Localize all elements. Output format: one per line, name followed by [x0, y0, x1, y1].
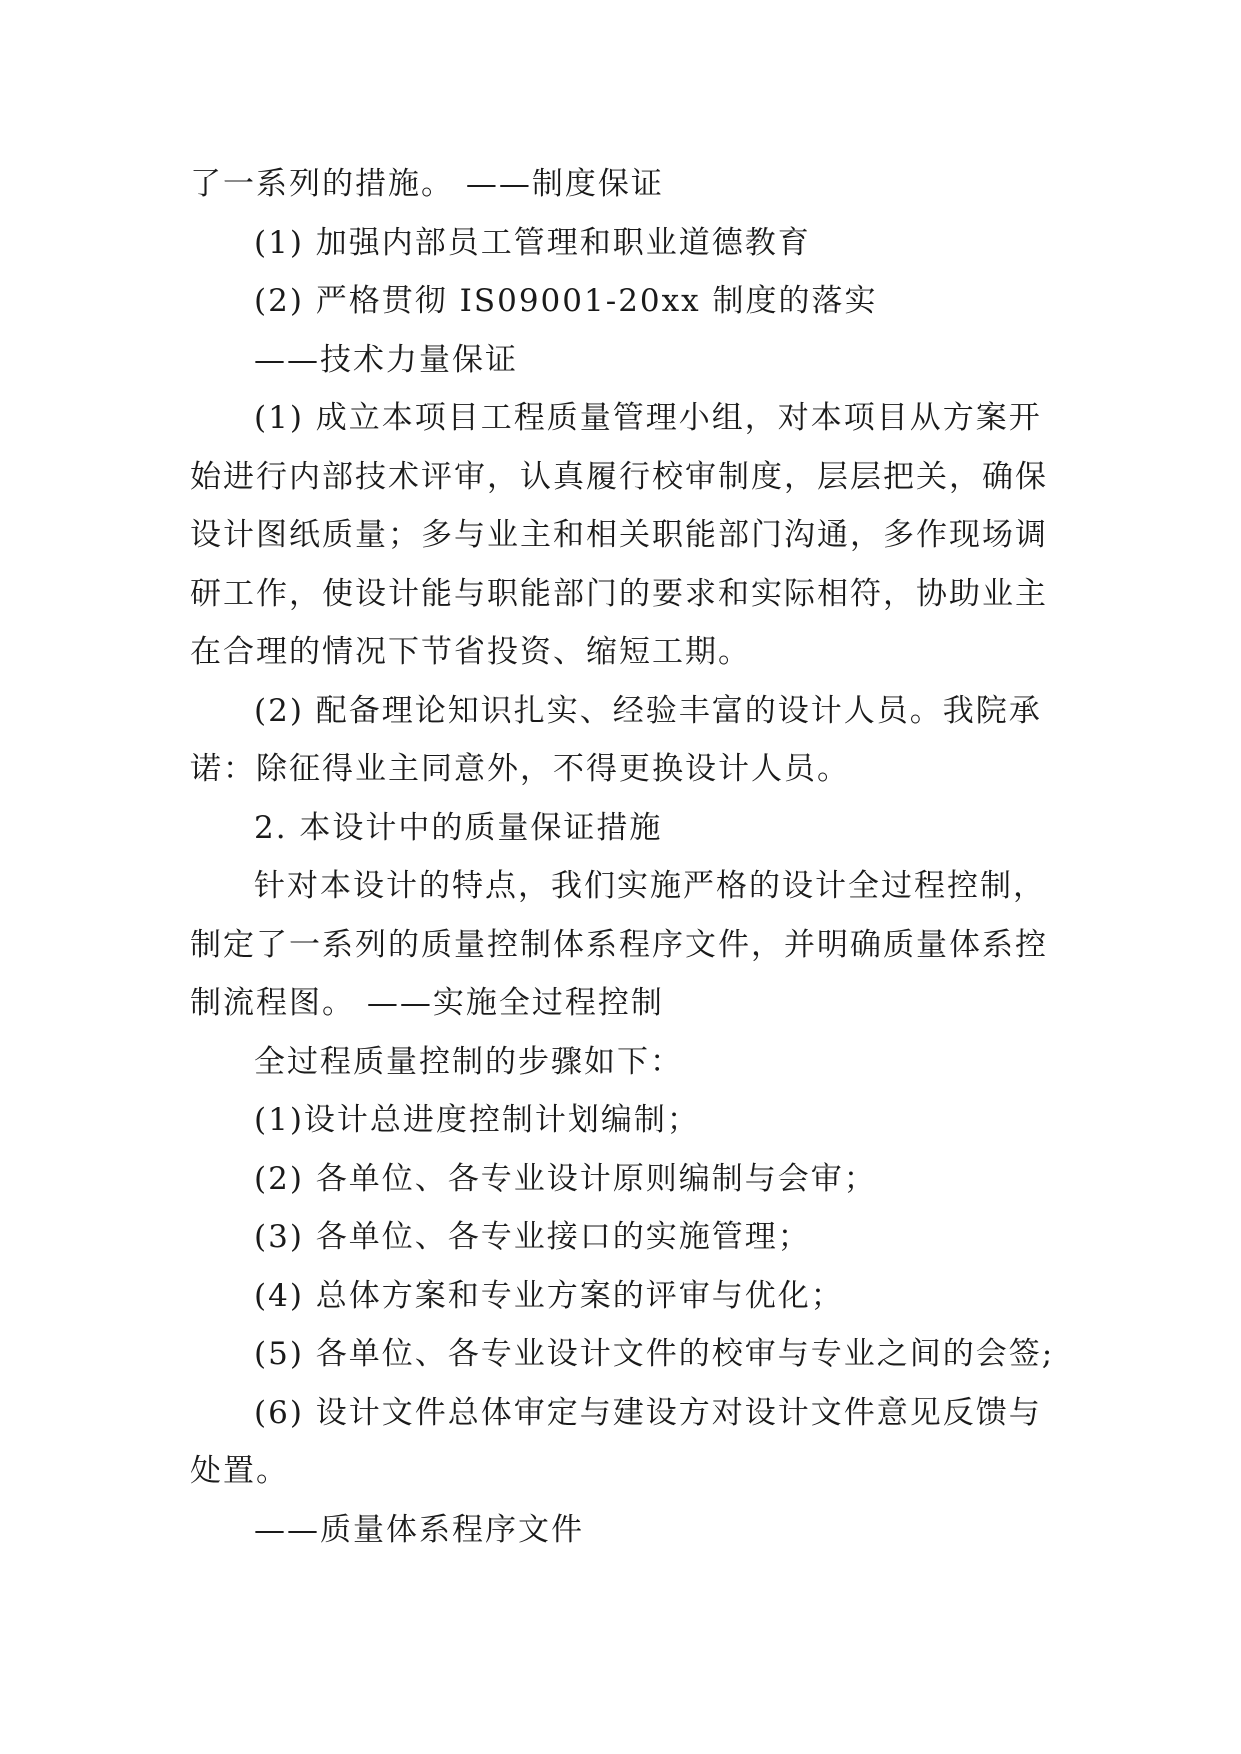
paragraph-item-iso-implementation: (2) 严格贯彻 IS09001-20xx 制度的落实	[254, 283, 878, 319]
paragraph-step-3: (3) 各单位、各专业接口的实施管理；	[254, 1219, 811, 1255]
paragraph-step-4: (4) 总体方案和专业方案的评审与优化；	[254, 1277, 844, 1314]
paragraph-item-designers: (2) 配备理论知识扎实、经验丰富的设计人员。我院承诺：除征得业主同意外，不得更换设计人员。	[190, 692, 1042, 787]
paragraph-item-staff-management: (1) 加强内部员工管理和职业道德教育	[254, 224, 811, 261]
paragraph-step-5: (5) 各单位、各专业设计文件的校审与专业之间的会签;	[254, 1336, 1055, 1372]
paragraph-step-1: (1)设计总进度控制计划编制；	[254, 1102, 700, 1138]
paragraph-measures-intro: 了一系列的措施。 ——制度保证	[190, 166, 664, 202]
paragraph-process-control: 针对本设计的特点，我们实施严格的设计全过程控制，制定了一系列的质量控制体系程序文件，并明确质量体系控制流程图。 ——实施全过程控制	[190, 868, 1048, 1021]
paragraph-heading-technical-guarantee: ——技术力量保证	[254, 341, 518, 378]
paragraph-item-quality-group: (1) 成立本项目工程质量管理小组，对本项目从方案开始进行内部技术评审，认真履行校审制度，层层把关，确保设计图纸质量；多与业主和相关职能部门沟通，多作现场调研工作，使设计能与职能部门的要求和实际相符，协助业主在合理的情况下节省投资、缩短工期。	[190, 400, 1048, 670]
paragraph-section-title: 2. 本设计中的质量保证措施	[254, 809, 663, 846]
document-body	[190, 155, 1060, 1559]
paragraph-step-2: (2) 各单位、各专业设计原则编制与会审；	[254, 1160, 877, 1197]
paragraph-step-6: (6) 设计文件总体审定与建设方对设计文件意见反馈与处置。	[190, 1394, 1042, 1489]
paragraph-steps-intro: 全过程质量控制的步骤如下：	[254, 1043, 683, 1080]
paragraph-heading-program-files: ——质量体系程序文件	[254, 1511, 584, 1548]
